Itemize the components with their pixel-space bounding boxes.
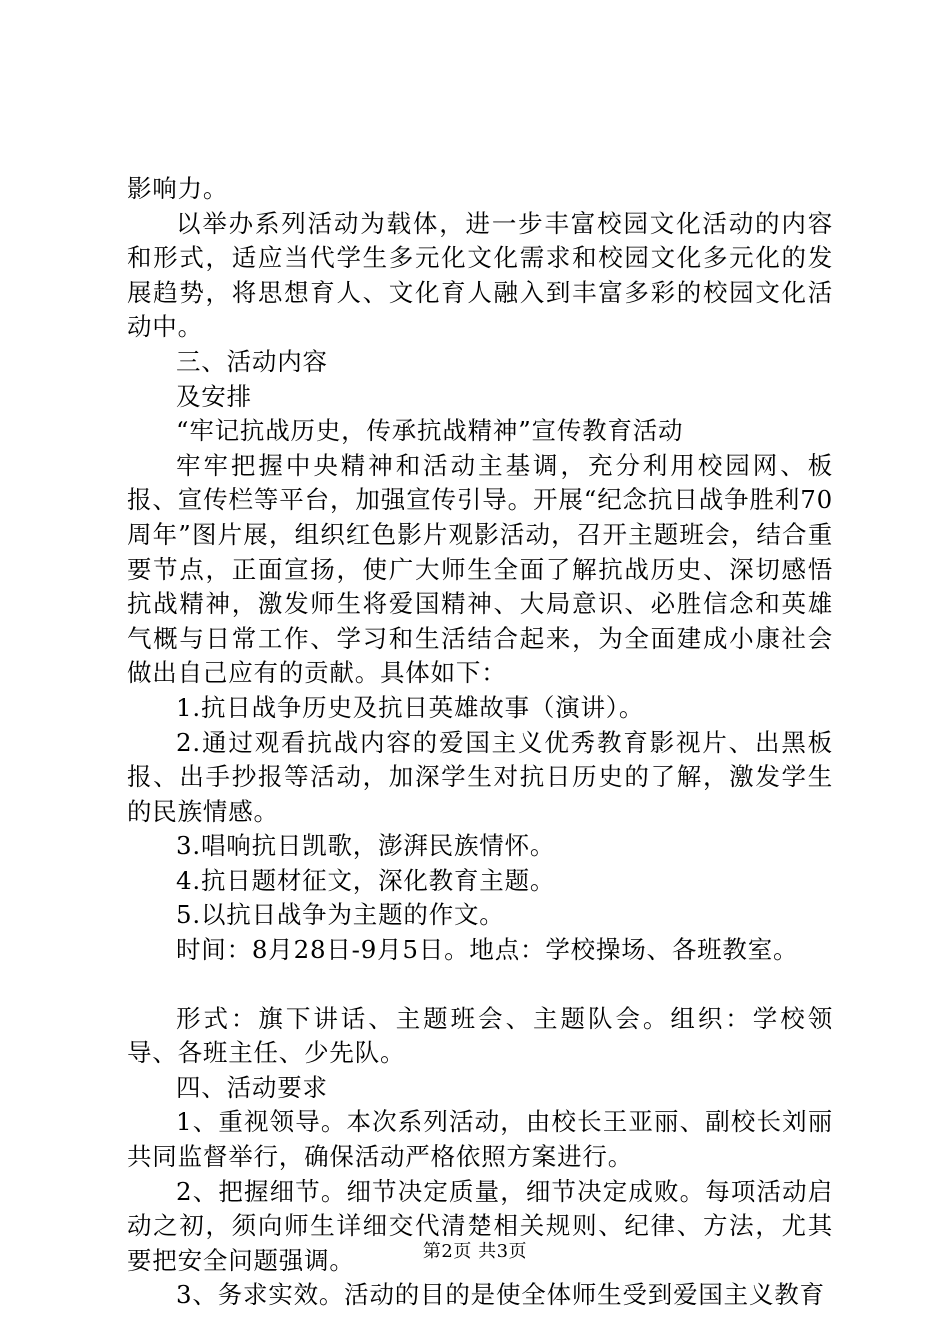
section-heading-content: 三、活动内容	[176, 346, 328, 376]
list-item-2: 2.通过观看抗战内容的爱国主义优秀教育影视片、出黑板报、出手抄报等活动，加深学生对抗日历史的了解，激发学生的民族情感。	[127, 727, 833, 826]
page-number-footer: 第2页 共3页	[422, 1241, 528, 1262]
list-item-5: 5.以抗日战争为主题的作文。	[176, 900, 505, 930]
list-item-4: 4.抗日题材征文，深化教育主题。	[176, 865, 556, 895]
blank-line	[127, 968, 833, 1002]
list-item-3: 3.唱响抗日凯歌，澎湃民族情怀。	[176, 831, 556, 861]
list-item-1: 1.抗日战争历史及抗日英雄故事（演讲）。	[176, 692, 645, 722]
paragraph-carrier: 以举办系列活动为载体，进一步丰富校园文化活动的内容和形式，适应当代学生多元化文化需求和校园文化多元化的发展趋势，将思想育人、文化育人融入到丰富多彩的校园文化活动中。	[127, 208, 833, 342]
paragraph-activity-description: 牢牢把握中央精神和活动主基调，充分利用校园网、板报、宣传栏等平台，加强宣传引导。开展“纪念抗日战争胜利70周年”图片展，组织红色影片观影活动，召开主题班会，结合重要节点，正面宣扬，使广大师生全面了解抗战历史、深切感悟抗战精神，激发师生将爱国精神、大局意识、必胜信念和英雄气概与日常工作、学习和生活结合起来，为全面建成小康社会做出自己应有的贡献。具体如下：	[127, 450, 833, 688]
paragraph-continuation: 影响力。	[127, 174, 229, 203]
section-heading-requirements: 四、活动要求	[176, 1072, 328, 1102]
time-location-line: 时间：8月28日-9月5日。地点：学校操场、各班教室。	[176, 935, 799, 965]
requirement-1: 1、重视领导。本次系列活动，由校长王亚丽、副校长刘丽共同监督举行，确保活动严格依照方案进行。	[127, 1107, 833, 1172]
requirement-3: 3、务求实效。活动的目的是使全体师生受到爱国主义教育	[176, 1280, 825, 1310]
activity-title: “牢记抗战历史，传承抗战精神”宣传教育活动	[176, 416, 684, 446]
section-heading-arrangement: 及安排	[176, 381, 252, 411]
form-organization-line: 形式：旗下讲话、主题班会、主题队会。组织：学校领导、各班主任、少先队。	[127, 1003, 833, 1068]
document-body	[127, 172, 833, 1313]
requirement-2: 2、把握细节。细节决定质量，细节决定成败。每项活动启动之初，须向师生详细交代清楚相关规则、纪律、方法，尤其要把安全问题强调。	[127, 1176, 833, 1275]
